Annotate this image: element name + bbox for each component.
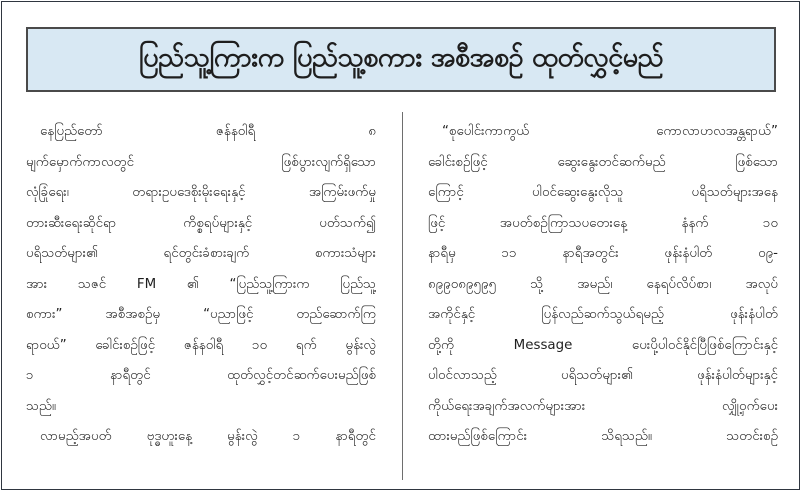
body-line: “စုပေါင်းကာကွယ် ကောလာဟလအန္တရာယ်” xyxy=(442,124,778,139)
body-line: ပရိသတ်များ၏ ရင်တွင်းခံစားချက် စကားသံများ xyxy=(26,246,376,261)
column-divider xyxy=(402,112,403,480)
left-column xyxy=(26,117,376,453)
body-line: နေပြည်တော် ဇန်နဝါရီ ၈ xyxy=(40,124,376,139)
body-line: မျက်မှောက်ကာလတွင် ဖြစ်ပွားလျက်ရှိသော xyxy=(26,154,376,170)
body-line: အား သဇင် FM ၏ “ပြည်သူ့ကြားက ပြည်သူ့ xyxy=(26,276,376,292)
body-line: ဖြင့် အပတ်စဉ်ကြာသပတေးနေ့ နံနက် ၁၀ xyxy=(428,215,778,231)
body-line: လုံခြုံရေး၊ တရားဥပဒေစိုးမိုးရေးနှင့် အကြမ်းဖက်မှု xyxy=(26,185,376,200)
headline-box xyxy=(26,27,776,92)
right-column xyxy=(428,117,778,453)
body-line: ပါဝင်လာသည့် ပရိသတ်များ၏ ဖုန်းနံပါတ်များနှင့် xyxy=(428,368,778,383)
body-line: သည်။ xyxy=(26,398,56,414)
headline: ပြည်သူ့ကြားက ပြည်သူ့စကား အစီအစဉ် ထုတ်လွှင့်မည် xyxy=(138,41,664,73)
body-line: အကိုင်နှင့် ပြန်လည်ဆက်သွယ်ရမည့် ဖုန်းနံပါတ် xyxy=(428,307,778,322)
body-line: နာရီမှ ၁၁ နာရီအတွင်း ဖုန်းနံပါတ် ၀၉- xyxy=(428,246,778,261)
body-line: စကား” အစီအစဉ်မှ “ပညာဖြင့် တည်ဆောက်ကြ xyxy=(26,307,376,322)
body-line: ရာဝယ်” ခေါင်းစဉ်ဖြင့် ဇန်နဝါရီ ၁၀ ရက် မွန်းလွဲ xyxy=(26,337,376,353)
body-line: တားဆီးရေးဆိုင်ရာ ကိစ္စရပ်များနှင့် ပတ်သက်၍ xyxy=(26,215,376,231)
body-line: ထားမည်ဖြစ်ကြောင်း သိရသည်။ သတင်းစဉ် xyxy=(428,429,778,444)
body-line: ကြောင့် ပါဝင်ဆွေးနွေးလိုသူ ပရိသတ်များအနေ xyxy=(428,185,778,200)
body-line: လာမည့်အပတ် ဗုဒ္ဓဟူးနေ့ မွန်းလွဲ ၁ နာရီတွင် xyxy=(40,429,376,444)
body-line: ၁ နာရီတွင် ထုတ်လွှင့်တင်ဆက်ပေးမည်ဖြစ် xyxy=(26,368,376,383)
body-line: ခေါင်းစဉ်ဖြင့် ဆွေးနွေးတင်ဆက်မည် ဖြစ်သော xyxy=(428,154,778,170)
body-line: တို့ကို Message ပေးပို့ပါဝင်နိုင်ပြီဖြစ်ကြောင်းနှင့် xyxy=(428,337,778,353)
body-line: ကိုယ်ရေးအချက်အလက်များအား လျှို့ဝှက်ပေး xyxy=(428,398,778,414)
body-line: ၈၉၉၀၈၉၅၉၅ သို့ အမည်၊ နေရပ်လိပ်စာ၊ အလုပ် xyxy=(428,276,778,292)
